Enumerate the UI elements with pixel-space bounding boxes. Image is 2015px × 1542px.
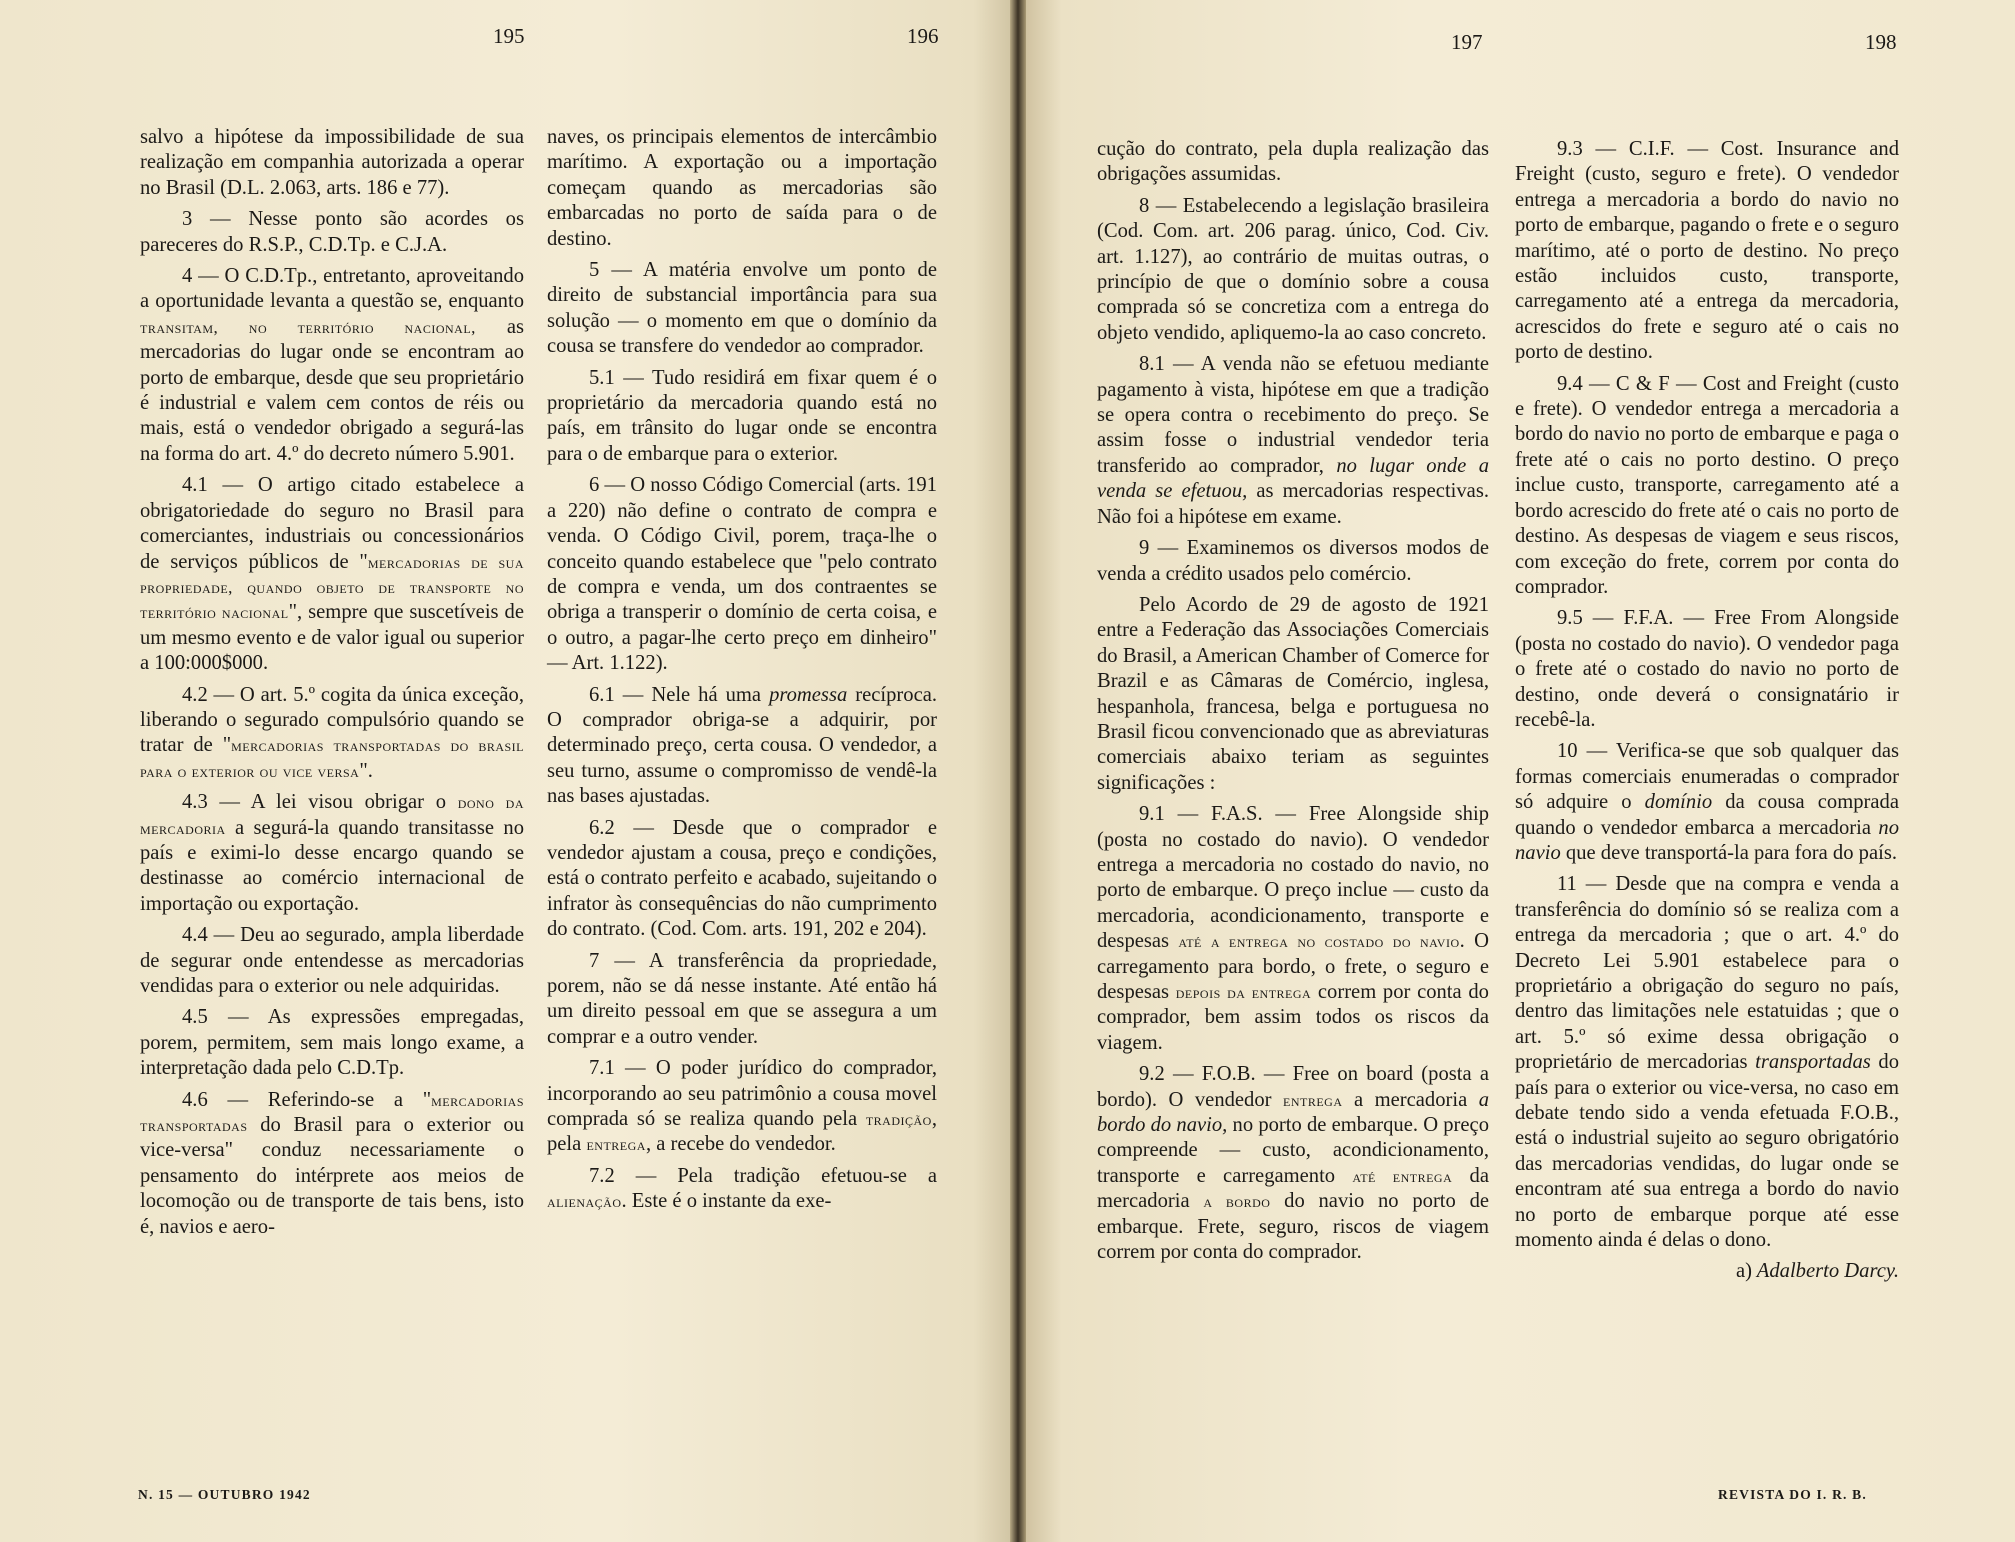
column-4 [1515, 137, 1899, 1285]
paragraph [140, 790, 524, 917]
paragraph [547, 1164, 937, 1215]
text-run: correm por conta do comprador, bem assim todos os riscos da viagem. [1097, 981, 1489, 1054]
small-caps-run: até entrega [1352, 1166, 1453, 1186]
text-run: 4.6 — Referindo-se a " [182, 1088, 432, 1111]
text-run: 10 — Verifica-se que sob qualquer das formas comerciais enumeradas o comprador só adquire o [1515, 740, 1899, 814]
text-run: do país para o exterior ou vice-versa, no caso em debate tendo sido a venda efetuada F.O.B., está o industrial sujeito ao seguro obrigatório das mercadorias vendidas, do lugar onde se encontram até sua entrega a bordo do navio no porto de embarque porque até esse momento ainda é delas o dono. [1515, 1051, 1899, 1252]
paragraph: 3 — Nesse ponto são acordes os pareceres do R.S.P., C.D.Tp. e C.J.A. [140, 208, 524, 256]
small-caps-run: mercadorias transportadas [140, 1090, 524, 1136]
italic-run: no lugar onde a venda se efetuou, [1097, 454, 1489, 503]
paragraph [1515, 872, 1899, 1253]
paragraph: 4.5 — As expressões empregadas, porem, permitem, sem mais longo exame, a interpretação dada pelo C.D.Tp. [140, 1006, 524, 1080]
text-run: no porto de embarque. O preço compreende — custo, acondicionamento, transporte e carregamento [1097, 1114, 1489, 1187]
italic-run: domínio [1644, 791, 1713, 814]
paragraph: 4.4 — Deu ao segurado, ampla liberdade de segurar onde entendesse as mercadorias vendidas para o exterior ou nele adquiridas. [140, 924, 524, 997]
paragraph [547, 683, 937, 810]
text-run: , pela [547, 1108, 937, 1156]
column-2 [547, 125, 937, 1221]
column-3 [1097, 137, 1489, 1271]
paragraph: 6.2 — Desde que o comprador e vendedor ajustam a cousa, preço e condições, está o contrato perfeito e acabado, sujeitando o infrator às consequências do não cumprimento do contrato. (Cod. Com. arts. 191, 202 e 204). [547, 816, 937, 941]
small-caps-run: até a entrega no costado do navio [1178, 932, 1460, 952]
paragraph: cução do contrato, pela dupla realização das obrigações assumidas. [1097, 138, 1489, 186]
small-caps-run: tradição [865, 1110, 932, 1130]
text-run: da cousa comprada quando o vendedor embarca a mercadoria [1515, 791, 1899, 839]
small-caps-run: depois da entrega [1175, 983, 1312, 1002]
paragraph [1515, 739, 1899, 866]
text-run: 4.3 — A lei visou obrigar o [182, 791, 458, 814]
signature-prefix: a) [1735, 1260, 1752, 1283]
text-run: 8.1 — A venda não se efetuou mediante pagamento à vista, hipótese em que a tradição se opera contra o recebimento do preço. Se assim fosse o industrial vendedor teria transferido ao comprador, [1097, 353, 1489, 477]
paragraph [1097, 802, 1489, 1056]
footer-left: N. 15 — OUTUBRO 1942 [138, 1487, 311, 1502]
paragraph [140, 473, 524, 676]
page-number-196: 196 [907, 24, 939, 48]
small-caps-run: dono da mercadoria [140, 793, 525, 838]
paragraph [140, 683, 524, 785]
column-1 [140, 125, 524, 1246]
text-run: ", sempre que suscetíveis de um mesmo evento e de valor igual ou superior a 100:000$000. [140, 601, 524, 675]
text-run: , a recebe do vendedor. [645, 1133, 836, 1156]
book-gutter [1010, 0, 1026, 1542]
paragraph: 8 — Estabelecendo a legislação brasileira (Cod. Com. art. 206 parag. único, Cod. Civ. art. 1.127), ao contrário de muitas outras, o princípio de que o domínio sobre a cousa comprada só se concretiza com a entrega do objeto vendido, apliquemo-la ao caso concreto. [1097, 194, 1489, 344]
italic-run: a bordo do navio, [1097, 1088, 1489, 1137]
paragraph: 6 — O nosso Código Comercial (arts. 191 a 220) não define o contrato de compra e venda. O Código Civil, porem, traça-lhe o conceito quando estabelece que "pelo contrato de compra e venda, um dos contraentes se obriga a transperir o domínio de certa coisa, e o outro, a pagar-lhe certo preço em dinheiro" — Art. 1.122). [547, 474, 937, 675]
paragraph: 9 — Examinemos os diversos modos de venda a crédito usados pelo comércio. [1097, 537, 1489, 585]
paragraph [1097, 352, 1489, 530]
text-run: da mercadoria [1097, 1164, 1489, 1213]
text-run: a mercadoria [1342, 1088, 1479, 1111]
paragraph [547, 1056, 937, 1158]
text-run: que deve transportá-la para fora do país. [1560, 841, 1897, 864]
italic-run: no navio [1515, 816, 1899, 864]
text-run: 7.2 — Pela tradição efetuou-se a [589, 1164, 937, 1187]
paragraph: 5.1 — Tudo residirá em fixar quem é o proprietário da mercadoria quando está no país, em trânsito do lugar onde se encontra para o de embarque para o exterior. [547, 366, 937, 465]
small-caps-run: alienação [547, 1192, 622, 1212]
small-caps-run: entrega [1283, 1090, 1343, 1110]
text-run: ". [359, 759, 373, 782]
signature [1515, 1259, 1899, 1284]
text-run: 9.2 — F.O.B. — Free on board (posta a bordo). O vendedor [1097, 1063, 1489, 1111]
italic-run: transportadas [1755, 1051, 1871, 1074]
text-run: 7.1 — O poder jurídico do comprador, incorporando ao seu patrimônio a cousa movel comprada só se realiza quando pela [547, 1057, 937, 1131]
page-number-198: 198 [1865, 30, 1897, 54]
paragraph [1097, 1062, 1489, 1265]
paragraph: 7 — A transferência da propriedade, porem, não se dá nesse instante. Até então há um direito pessoal em que se assegura a um comprar e a outro vender. [547, 949, 937, 1048]
page-number-195: 195 [493, 24, 525, 48]
italic-run: promessa [769, 683, 848, 706]
signature-name: Adalberto Darcy. [1756, 1260, 1899, 1283]
small-caps-run: entrega [586, 1135, 646, 1155]
paragraph: salvo a hipótese da impossibilidade de sua realização em companhia autorizada a operar no Brasil (D.L. 2.063, arts. 186 e 77). [140, 126, 524, 199]
text-run: 4.2 — O art. 5.º cogita da única exceção, liberando o segurado compulsório quando se tratar de " [140, 683, 524, 757]
page-number-197: 197 [1451, 30, 1483, 54]
paragraph: Pelo Acordo de 29 de agosto de 1921 entre a Federação das Associações Comerciais do Brasil, a American Chamber of Comerce for Brazil e as Câmaras de Comércio, inglesa, hespanhola, francesa, belga e portuguesa no Brasil ficou convencionado que as abreviaturas comerciais abaixo teriam as seguintes significações : [1097, 593, 1489, 794]
text-run: do navio no porto de embarque. Frete, seguro, riscos de viagem correm por conta do comprador. [1097, 1190, 1490, 1264]
paragraph: 5 — A matéria envolve um ponto de direito de substancial importância para sua solução — o momento em que o domínio da cousa se transfere do vendedor ao comprador. [547, 259, 937, 358]
text-run: 4 — O C.D.Tp., entretanto, aproveitando a oportunidade levanta a questão se, enquanto [140, 265, 524, 313]
text-run: 4.1 — O artigo citado estabelece a obrigatoriedade do seguro no Brasil para comerciantes, industriais ou concessionários de serviços públicos de " [140, 474, 524, 573]
small-caps-run: mercadorias de sua propriedade, quando objeto de transporte no território nacional [140, 552, 524, 623]
paragraph [140, 264, 524, 467]
text-run: as mercadorias do lugar onde se encontram ao porto de embarque, desde que seu proprietário é industrial e valem cem contos de réis ou mais, está o vendedor obrigado a segurá-las na forma do art. 4.º do decreto número 5.901. [140, 315, 524, 465]
text-run: do Brasil para o exterior ou vice-versa" conduz necessariamente o pensamento do intérprete aos meios de locomoção ou de transporte de tais bens, isto é, navios e aero- [140, 1114, 524, 1238]
footer-right: REVISTA DO I. R. B. [1718, 1487, 1867, 1502]
text-run: 9.1 — F.A.S. — Free Alongside ship (posta no costado do navio). O vendedor entrega a mercadoria no costado do navio, no porto de embarque. O preço inclue — custo da mercadoria, acondicionamento, transporte e despesas [1097, 803, 1489, 953]
text-run: 11 — Desde que na compra e venda a transferência do domínio só se realiza com a entrega da mercadoria ; que o art. 4.º do Decreto Lei 5.901 estabelece para o proprietário a obrigação do seguro no país, dentro das limitações nele estatuidas ; que o art. 5.º só exime dessa obrigação o proprietário de mercadorias [1515, 873, 1899, 1074]
paragraph [140, 1088, 524, 1240]
small-caps-run: transitam, no território nacional, [140, 317, 476, 337]
text-run: 6.1 — Nele há uma [589, 683, 770, 706]
small-caps-run: a bordo [1203, 1192, 1271, 1212]
text-run: a segurá-la quando transitasse no país e eximi-lo desse encargo quando se destinasse ao comércio internacional de importação ou exportação. [140, 816, 524, 915]
paragraph: 9.3 — C.I.F. — Cost. Insurance and Freight (custo, seguro e frete). O vendedor entrega a mercadoria a bordo do navio no porto de embarque, pagando o frete e o seguro marítimo, até o porto de destino. No preço estão incluidos custo, transporte, carregamento até a entrega da mercadoria, acrescidos do frete e seguro até o cais no porto de destino. [1515, 138, 1899, 364]
text-run: recíproca. O comprador obriga-se a adquirir, por determinado preço, certa cousa. O vendedor, a seu turno, assume o compromisso de vendê-la nas bases ajustadas. [547, 683, 937, 808]
small-caps-run: mercadorias transportadas do brasil para o exterior ou vice versa [140, 736, 524, 781]
text-run: . O carregamento para bordo, o frete, o seguro e despesas [1097, 930, 1489, 1003]
paragraph: 9.5 — F.F.A. — Free From Alongside (posta no costado do navio). O vendedor paga o frete até o costado do navio no porto de destino, onde deverá o consignatário ir recebê-la. [1515, 607, 1899, 731]
paragraph: 9.4 — C & F — Cost and Freight (custo e frete). O vendedor entrega a mercadoria a bordo do navio no porto de embarque e paga o frete até o cais no porto destino. O preço inclue custo, transporte, carregamento até a bordo acrescido do frete até o cais no porto de destino. As despesas de viagem e seus riscos, com exceção do frete, correm por conta do comprador. [1515, 372, 1899, 598]
paragraph: naves, os principais elementos de intercâmbio marítimo. A exportação ou a importação começam quando as mercadorias são embarcadas no porto de saída para o de destino. [547, 126, 937, 250]
text-run: . Este é o instante da exe- [621, 1190, 832, 1213]
text-run: as mercadorias respectivas. Não foi a hipótese em exame. [1097, 480, 1489, 528]
